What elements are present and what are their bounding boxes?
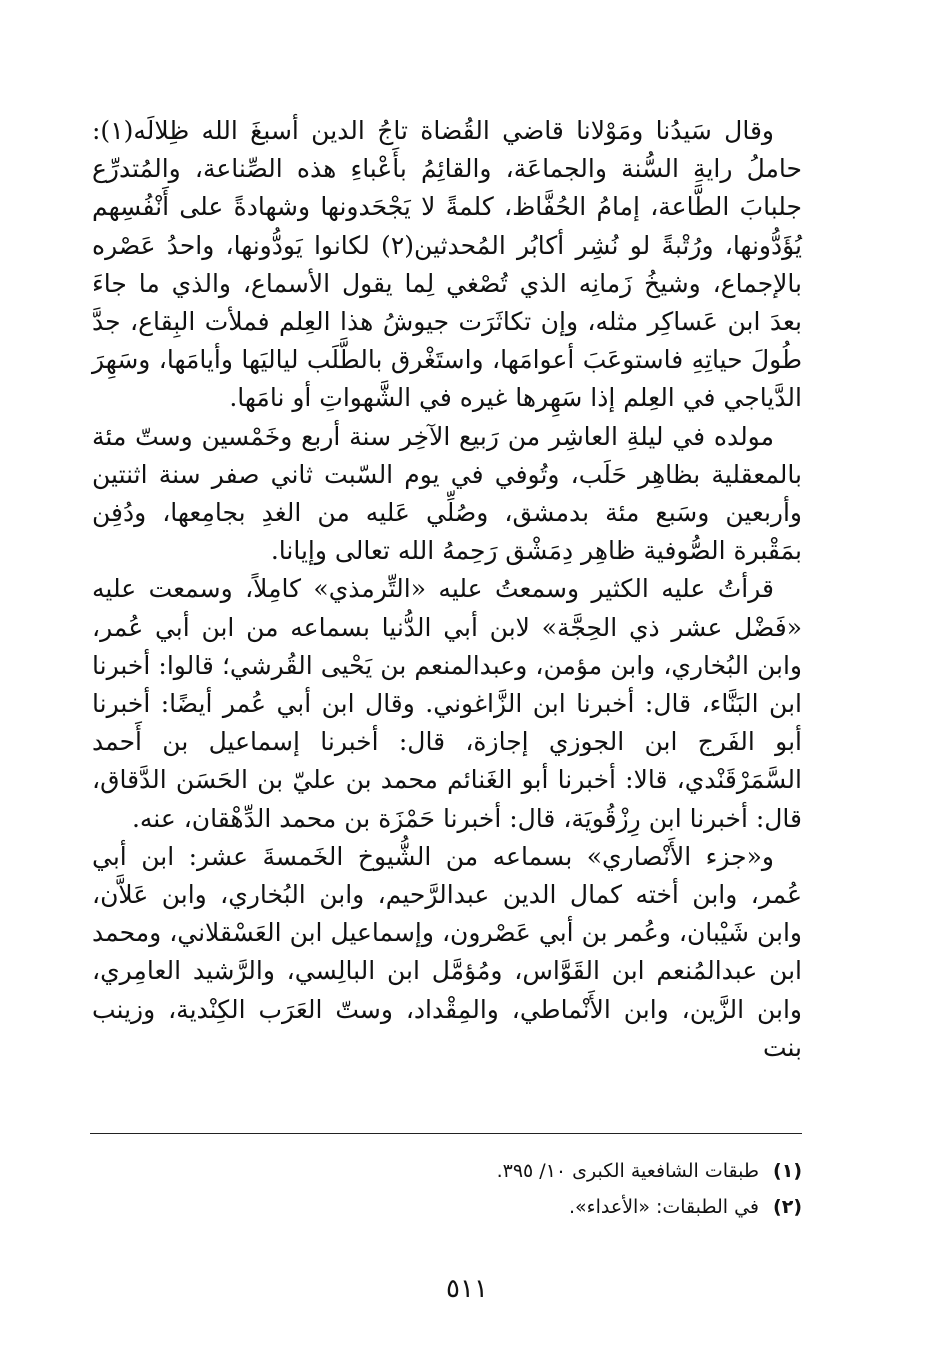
paragraph-3: قرأتُ عليه الكثير وسمعتُ عليه «التِّرمذي» كامِلاً، وسمعت عليه «فَضْل عشر ذي الحِجَّة» لابن أبي الدُّنيا بسماعه من ابن أبي عُمر، وابن البُخاري، وابن مؤمن، وعبدالمنعم بن يَحْيى القُرشي؛ قالوا: أخبرنا ابن البَنَّاء، قال: أخبرنا ابن الزَّاغوني. وقال ابن أبي عُمر أيضًا: أخبرنا أبو الفَرج ابن الجوزي إجازة، قال: أخبرنا إسماعيل بن أَحمد السَّمَرْقَنْدي، قالا: أخبرنا أبو الغَنائم محمد بن عليّ بن الحَسَن الدَّقاق، قال: أخبرنا ابن رِزْقُويَة، قال: أخبرنا حَمْزَة بن محمد الدِّهْقان، عنه.	[92, 574, 802, 833]
footnote-number: (٢)	[773, 1196, 802, 1218]
footnote-text: في الطبقات: «الأعداء».	[569, 1196, 760, 1218]
main-text	[92, 112, 802, 1067]
paragraph-2: مولده في ليلةِ العاشِر من رَبيع الآخِر سنة أربع وخَمْسين وستّ مئة بالمعقلية بظاهِر حَلَب، وتُوفي في يوم السّبت ثاني صفر سنة اثنتين وأربعين وسَبع مئة بدمشق، وصُلِّي عَليه من الغدِ بجامِعها، ودُفِن بمَقْبرة الصُّوفية ظاهِر دِمَشْق رَحِمهُ الله تعالى وإيانا.	[92, 421, 802, 566]
footnotes	[102, 1153, 802, 1225]
page-number: ٥١١	[446, 1274, 488, 1304]
footnote-1	[102, 1153, 802, 1189]
footnote-number: (١)	[773, 1160, 802, 1182]
footnote-divider	[90, 1133, 802, 1134]
footnote-2	[102, 1189, 802, 1225]
footnote-text: طبقات الشافعية الكبرى ١٠/ ٣٩٥.	[496, 1160, 760, 1182]
paragraph-1: وقال سَيدُنا ومَوْلانا قاضي القُضاة تاجُ الدين أسبغَ الله ظِلالَه(١): حاملُ رايةِ السُّنة والجماعَة، والقائِمُ بأَعْباءِ هذه الصِّناعة، والمُتدرِّع جلبابَ الطَّاعة، إمامُ الحُفَّاظ، كلمةً لا يَجْحَدونها وشهادةً على أَنْفُسِهم يُؤَدُّونها، ورُتْبةً لو نُشِر أكابُر المُحدثين(٢) لكانوا يَودُّونها، واحدُ عَصْره بالإجماع، وشيخُ زَمانِه الذي تُصْغي لِما يقول الأسماع، والذي ما جاءَ بعدَ ابن عَساكِر مثله، وإن تكاثَرَت جيوشُ هذا العِلم فملأت البِقاع، جدَّ طُولَ حياتِهِ فاستوعَبَ أعوامَها، واستَغْرق بالطَّلَب لياليَها وأيامَها، وسَهِرَ الدَّياجي في العِلم إذا سَهِرها غيره في الشَّهواتِ أو نامَها.	[92, 116, 802, 413]
paragraph-4: و«جزء الأَنْصاري» بسماعه من الشُّيوخ الخَمسةَ عشر: ابن أبي عُمر، وابن أخته كمال الدين عبدالرَّحيم، وابن البُخاري، وابن عَلاَّن، وابن شَيْبان، وعُمر بن أبي عَصْرون، وإسماعيل ابن العَسْقلاني، ومحمد ابن عبدالمُنعم ابن القَوَّاس، ومُؤمَّل ابن البالِسي، والرَّشيد العامِري، وابن الزَّين، وابن الأَنْماطي، والمِقْداد، وستّ العَرَب الكِنْدية، وزينب بنت	[92, 841, 802, 1062]
